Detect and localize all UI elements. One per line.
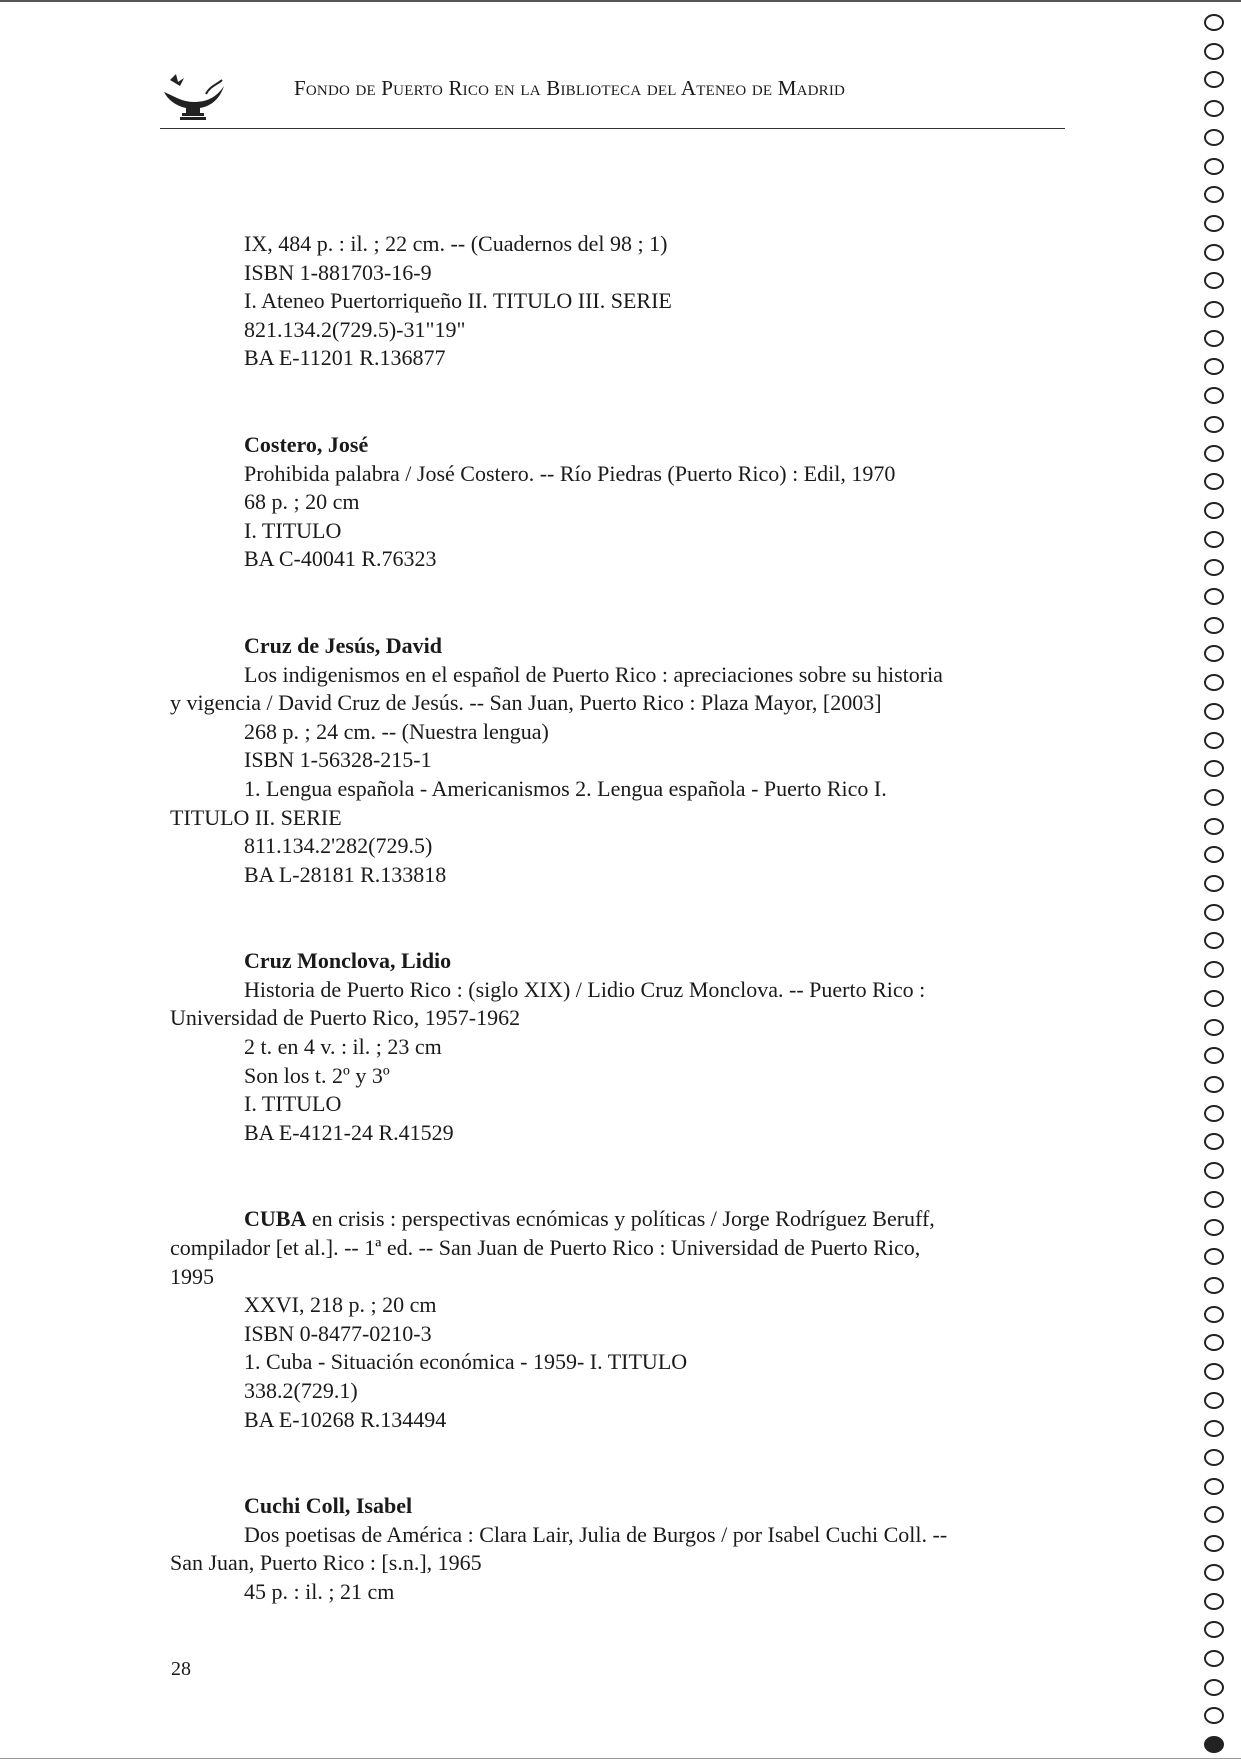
- binding-hole: [1204, 645, 1224, 662]
- binding-hole: [1204, 473, 1224, 490]
- binding-hole: [1204, 703, 1224, 720]
- binding-hole: [1204, 1449, 1224, 1466]
- entry-author: Cruz de Jesús, David: [244, 632, 443, 658]
- detail-line: XXVI, 218 p. ; 20 cm: [244, 1292, 437, 1318]
- page-header: [160, 66, 1065, 130]
- binding-hole: [1204, 1392, 1224, 1409]
- entry-title-line: Prohibida palabra / José Costero. -- Río Piedras (Puerto Rico) : Edil, 1970: [244, 460, 896, 486]
- binding-hole: [1204, 244, 1224, 261]
- catalog-entry: [170, 1492, 1058, 1606]
- binding-hole: [1204, 674, 1224, 691]
- binding-hole: [1204, 1191, 1224, 1208]
- binding-hole: [1204, 1650, 1224, 1667]
- entry-title-line: Universidad de Puerto Rico, 1957-1962: [170, 1005, 521, 1031]
- entry-author: Cruz Monclova, Lidio: [244, 948, 452, 974]
- catalog-content: [170, 230, 1058, 1665]
- entry-title-line: Los indigenismos en el español de Puerto Rico : apreciaciones sobre su historia: [244, 661, 943, 687]
- binding-hole: [1204, 818, 1224, 835]
- binding-hole: [1204, 416, 1224, 433]
- entry-title-line: Dos poetisas de América : Clara Lair, Julia de Burgos / por Isabel Cuchi Coll. --: [244, 1521, 948, 1547]
- detail-line: BA E-11201 R.136877: [244, 345, 446, 371]
- detail-line: 68 p. ; 20 cm: [244, 489, 360, 515]
- catalog-entry: [170, 1205, 1058, 1434]
- detail-line: IX, 484 p. : il. ; 22 cm. -- (Cuadernos del 98 ; 1): [244, 231, 668, 256]
- binding-hole: [1204, 1162, 1224, 1179]
- detail-line: 45 p. : il. ; 21 cm: [244, 1578, 395, 1604]
- binding-hole: [1204, 358, 1224, 375]
- subject-line: 1. Lengua española - Americanismos 2. Lengua española - Puerto Rico I.: [244, 775, 887, 801]
- detail-line: BA C-40041 R.76323: [244, 546, 437, 572]
- binding-hole: [1204, 1478, 1224, 1495]
- binding-hole: [1204, 1019, 1224, 1036]
- binding-hole: [1204, 1133, 1224, 1150]
- detail-line: I. TITULO: [244, 1091, 342, 1117]
- binding-hole: [1204, 1105, 1224, 1122]
- binding-hole: [1204, 387, 1224, 404]
- entry-author: Costero, José: [244, 431, 369, 457]
- binding-hole: [1204, 732, 1224, 749]
- binding-hole: [1204, 186, 1224, 203]
- binding-hole: [1204, 129, 1224, 146]
- entry-title-line: y vigencia / David Cruz de Jesús. -- San Juan, Puerto Rico : Plaza Mayor, [2003]: [170, 690, 882, 716]
- binding-hole: [1204, 617, 1224, 634]
- binding-hole: [1204, 158, 1224, 175]
- header-title: Fondo de Puerto Rico en la Biblioteca del Ateneo de Madrid: [294, 76, 846, 100]
- binding-hole: [1204, 1593, 1224, 1610]
- binding-hole: [1204, 990, 1224, 1007]
- binding-hole: [1204, 1707, 1224, 1724]
- binding-hole: [1204, 1535, 1224, 1552]
- detail-line: 2 t. en 4 v. : il. ; 23 cm: [244, 1034, 442, 1060]
- binding-hole: [1204, 588, 1224, 605]
- detail-line: BA L-28181 R.133818: [244, 861, 447, 887]
- catalog-entry: [170, 431, 1058, 574]
- subject-line: TITULO II. SERIE: [170, 804, 342, 830]
- entry-title-line: San Juan, Puerto Rico : [s.n.], 1965: [170, 1550, 482, 1576]
- binding-hole: [1204, 1564, 1224, 1581]
- binding-hole: [1204, 1334, 1224, 1351]
- binding-hole: [1204, 932, 1224, 949]
- binding-hole: [1204, 531, 1224, 548]
- top-border: [0, 0, 1241, 2]
- detail-line: 1. Cuba - Situación económica - 1959- I. TITULO: [244, 1349, 688, 1375]
- entry-title-line: 1995: [170, 1263, 214, 1289]
- binding-hole: [1204, 1363, 1224, 1380]
- binding-hole: [1204, 846, 1224, 863]
- detail-line: ISBN 0-8477-0210-3: [244, 1320, 432, 1346]
- binding-hole: [1204, 43, 1224, 60]
- binding-hole: [1204, 330, 1224, 347]
- detail-line: Son los t. 2º y 3º: [244, 1062, 390, 1088]
- binding-hole: [1204, 272, 1224, 289]
- page-number: 28: [171, 1658, 191, 1680]
- binding-hole: [1204, 100, 1224, 117]
- binding-hole: [1204, 961, 1224, 978]
- header-rule: [160, 128, 1065, 129]
- detail-line: I. TITULO: [244, 517, 342, 543]
- binding-hole: [1204, 760, 1224, 777]
- entry-title-line: [170, 1205, 1058, 1234]
- detail-line: 821.134.2(729.5)-31"19": [244, 316, 466, 342]
- binding-hole: [1204, 1736, 1224, 1753]
- binding-hole: [1204, 14, 1224, 31]
- continuation-entry: [170, 230, 1058, 373]
- binding-hole: [1204, 71, 1224, 88]
- catalog-entry: [170, 632, 1058, 889]
- binding-hole: [1204, 1248, 1224, 1265]
- entry-title-line: compilador [et al.]. -- 1ª ed. -- San Juan de Puerto Rico : Universidad de Puerto Rico,: [170, 1235, 921, 1261]
- binding-hole: [1204, 1621, 1224, 1638]
- binding-hole: [1204, 789, 1224, 806]
- binding-hole: [1204, 1047, 1224, 1064]
- entry-title-text: en crisis : perspectivas ecnómicas y políticas / Jorge Rodríguez Beruff,: [306, 1206, 935, 1232]
- binding-hole: [1204, 559, 1224, 576]
- detail-line: 811.134.2'282(729.5): [244, 833, 433, 859]
- binding-hole: [1204, 445, 1224, 462]
- binding-hole: [1204, 1420, 1224, 1437]
- binding-hole: [1204, 875, 1224, 892]
- binding-hole: [1204, 215, 1224, 232]
- detail-line: BA E-10268 R.134494: [244, 1406, 447, 1432]
- binding-hole: [1204, 904, 1224, 921]
- detail-line: ISBN 1-56328-215-1: [244, 747, 432, 773]
- binding-hole: [1204, 1506, 1224, 1523]
- binding-hole: [1204, 1076, 1224, 1093]
- entry-author: Cuchi Coll, Isabel: [244, 1493, 413, 1519]
- spiral-binding: [1198, 6, 1232, 1758]
- entry-title-line: Historia de Puerto Rico : (siglo XIX) / Lidio Cruz Monclova. -- Puerto Rico :: [244, 976, 926, 1002]
- binding-hole: [1204, 1306, 1224, 1323]
- binding-hole: [1204, 301, 1224, 318]
- bottom-border: [0, 1758, 1241, 1759]
- detail-line: ISBN 1-881703-16-9: [244, 259, 432, 285]
- binding-hole: [1204, 1219, 1224, 1236]
- detail-line: 338.2(729.1): [244, 1378, 358, 1403]
- oil-lamp-icon: [160, 72, 230, 122]
- detail-line: BA E-4121-24 R.41529: [244, 1119, 454, 1145]
- catalog-entry: [170, 947, 1058, 1147]
- detail-line: I. Ateneo Puertorriqueño II. TITULO III. SERIE: [244, 288, 672, 314]
- binding-hole: [1204, 1277, 1224, 1294]
- binding-hole: [1204, 1679, 1224, 1696]
- entry-title-lead: CUBA: [244, 1206, 307, 1232]
- detail-line: 268 p. ; 24 cm. -- (Nuestra lengua): [244, 718, 549, 744]
- binding-hole: [1204, 502, 1224, 519]
